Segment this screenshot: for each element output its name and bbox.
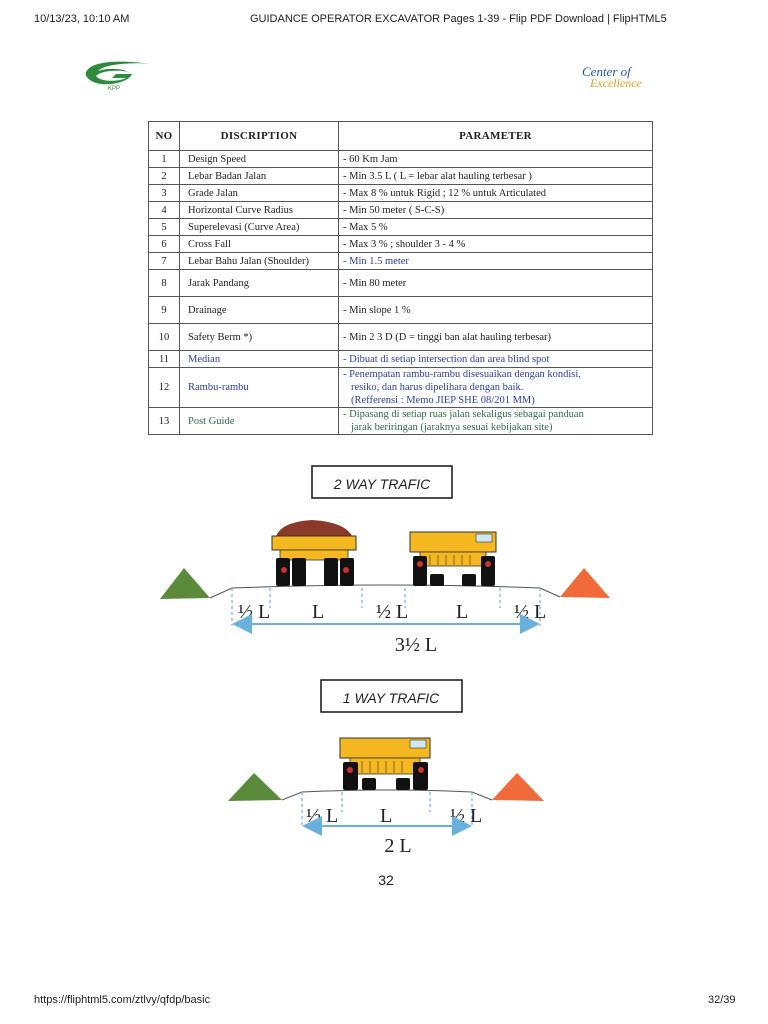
row-number: 10 xyxy=(149,324,180,351)
parameter-line: (Refferensi : Memo JIEP SHE 08/201 MM) xyxy=(351,395,535,406)
row-number: 12 xyxy=(149,368,180,408)
right-safety-berm xyxy=(492,773,544,801)
row-description: Cross Fall xyxy=(180,236,339,253)
row-number: 5 xyxy=(149,219,180,236)
row-number: 4 xyxy=(149,202,180,219)
row-parameter: - Dibuat di setiap intersection dan area blind spot xyxy=(339,351,653,368)
print-footer xyxy=(0,994,768,1010)
row-parameter: - Min 2 3 D (D = tinggi ban alat hauling terbesar) xyxy=(339,324,653,351)
row-number: 6 xyxy=(149,236,180,253)
dimension-label: ½ L xyxy=(238,601,271,623)
empty-truck-icon xyxy=(340,738,430,790)
row-number: 9 xyxy=(149,297,180,324)
row-parameter: - Min 3.5 L ( L = lebar alat hauling terbesar ) xyxy=(339,168,653,185)
dimension-label: ½ L xyxy=(376,601,409,623)
total-width-label: 2 L xyxy=(384,835,412,857)
row-description: Rambu-rambu xyxy=(180,368,339,408)
one-way-diagram xyxy=(228,680,544,857)
row-number: 2 xyxy=(149,168,180,185)
one-way-title: 1 WAY TRAFIC xyxy=(342,690,440,706)
column-header-parameter: PARAMETER xyxy=(339,122,653,151)
row-number: 8 xyxy=(149,270,180,297)
row-description: Lebar Bahu Jalan (Shoulder) xyxy=(180,253,339,270)
parameter-line: jarak beriringan (jaraknya sesuai kebijakan site) xyxy=(351,422,553,433)
parameter-line: - Penempatan rambu-rambu disesuaikan dengan kondisi, xyxy=(343,369,581,380)
row-parameter: - Min 1.5 meter xyxy=(339,253,653,270)
dimension-label: L xyxy=(380,805,393,827)
row-description: Median xyxy=(180,351,339,368)
two-way-title: 2 WAY TRAFIC xyxy=(333,476,431,492)
row-description: Jarak Pandang xyxy=(180,270,339,297)
row-number: 1 xyxy=(149,151,180,168)
row-parameter: - 60 Km Jam xyxy=(339,151,653,168)
row-parameter: - Max 5 % xyxy=(339,219,653,236)
total-width-label: 3½ L xyxy=(394,634,438,656)
parameter-line: resiko, dan harus dipelihara dengan baik. xyxy=(351,382,524,393)
row-number: 3 xyxy=(149,185,180,202)
row-description: Horizontal Curve Radius xyxy=(180,202,339,219)
print-page-title: GUIDANCE OPERATOR EXCAVATOR Pages 1-39 - Flip PDF Download | FlipHTML5 xyxy=(250,13,667,25)
row-description: Drainage xyxy=(180,297,339,324)
parameter-line: - Dipasang di setiap ruas jalan sekaligus sebagai panduan xyxy=(343,409,584,420)
logo-line-1: Center of xyxy=(582,64,631,79)
row-description: Safety Berm *) xyxy=(180,324,339,351)
road-surface xyxy=(282,790,492,800)
kpp-logo-text: KPP xyxy=(108,86,121,92)
row-parameter: - Min 50 meter ( S-C-S) xyxy=(339,202,653,219)
left-safety-berm xyxy=(160,568,210,599)
dimension-label: L xyxy=(456,601,469,623)
column-header-no: NO xyxy=(149,122,180,151)
right-safety-berm xyxy=(560,568,610,598)
dimension-label: ½ L xyxy=(450,805,483,827)
two-way-diagram xyxy=(160,466,610,656)
row-description: Lebar Badan Jalan xyxy=(180,168,339,185)
print-url: https://fliphtml5.com/ztlvy/qfdp/basic xyxy=(34,994,211,1006)
row-parameter: - Max 3 % ; shoulder 3 - 4 % xyxy=(339,236,653,253)
row-description: Grade Jalan xyxy=(180,185,339,202)
road-surface xyxy=(210,585,560,598)
print-timestamp: 10/13/23, 10:10 AM xyxy=(34,13,130,25)
loaded-truck-icon xyxy=(272,520,356,586)
logo-line-2: Excellence xyxy=(590,76,642,90)
dimension-label: ½ L xyxy=(306,805,339,827)
left-safety-berm xyxy=(228,773,282,801)
row-parameter: - Min 80 meter xyxy=(339,270,653,297)
row-parameter: - Max 8 % untuk Rigid ; 12 % untuk Articulated xyxy=(339,185,653,202)
column-header-description: DISCRIPTION xyxy=(180,122,339,151)
empty-truck-icon xyxy=(410,532,496,586)
row-description: Superelevasi (Curve Area) xyxy=(180,219,339,236)
dimension-label: L xyxy=(312,601,325,623)
page-number: 32 xyxy=(378,872,394,888)
dimension-label: ½ L xyxy=(514,601,547,623)
row-description: Design Speed xyxy=(180,151,339,168)
row-number: 7 xyxy=(149,253,180,270)
row-description: Post Guide xyxy=(180,408,339,435)
row-number: 13 xyxy=(149,408,180,435)
row-number: 11 xyxy=(149,351,180,368)
row-parameter: - Min slope 1 % xyxy=(339,297,653,324)
print-page-count: 32/39 xyxy=(708,994,736,1006)
